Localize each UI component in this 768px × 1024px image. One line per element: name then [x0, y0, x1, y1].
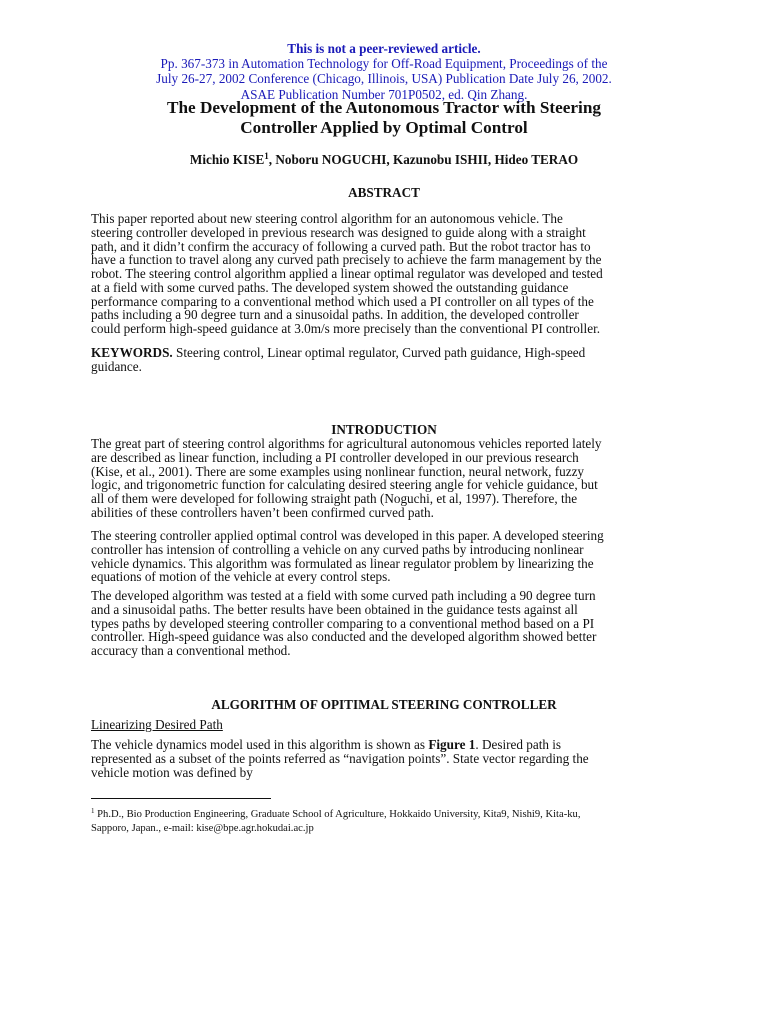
figure-reference: Figure 1 [428, 737, 476, 752]
text-line: controller has intension of controlling a vehicle on any curved paths by introducing nonlinear [91, 541, 584, 557]
title-line: Controller Applied by Optimal Control [240, 118, 528, 137]
keywords-text: Steering control, Linear optimal regulator, Curved path guidance, High-speed [172, 345, 586, 360]
algorithm-paragraph [91, 738, 691, 779]
title-line: The Development of the Autonomous Tractor with Steering [167, 98, 601, 117]
text-line: all of them were developed for following straight path (Noguchi, et al, 1997). Therefore, the [91, 491, 578, 506]
first-author: Michio KISE [189, 152, 265, 167]
introduction-paragraph [91, 589, 691, 658]
footnote [91, 808, 691, 835]
publication-info-line: July 26-27, 2002 Conference (Chicago, Illinois, USA) Publication Date July 26, 2002. [156, 71, 612, 87]
text-line: robot. The steering control algorithm applied a linear optimal regulator was developed and tested [91, 266, 603, 281]
footnote-line: Sapporo, Japan., e-mail: kise@bpe.agr.hokudai.ac.jp [91, 822, 314, 834]
publication-info-line: Pp. 367-373 in Automation Technology for Off-Road Equipment, Proceedings of the [160, 56, 608, 72]
text-line: path, and it didn’t confirm the accuracy of following a curved path. But the robot tractor has to [91, 238, 591, 254]
text-line: accuracy than a conventional method. [91, 643, 291, 658]
linearizing-subheading: Linearizing Desired Path [91, 717, 223, 732]
publication-info-line: ASAE Publication Number 701P0502, ed. Qin Zhang. [240, 86, 528, 102]
text-line: represented as a subset of the points referred as “navigation points”. State vector regarding the [91, 750, 589, 766]
publication-notice [40, 41, 728, 102]
text-line: vehicle motion was defined by [91, 764, 253, 780]
abstract-heading: ABSTRACT [348, 185, 420, 200]
text-line: at a field with some curved paths. The developed system showed the outstanding guidance [91, 279, 569, 295]
footnote-text: Ph.D., Bio Production Engineering, Graduate School of Agriculture, Hokkaido University, Kita9, Nishi9, Kita-ku, [94, 809, 581, 820]
footnote-separator [91, 798, 271, 799]
text-line: The developed algorithm was tested at a field with some curved path including a 90 degree turn [91, 588, 596, 603]
keywords-text-continued: guidance. [91, 358, 142, 374]
footnote-marker: 1 [264, 151, 269, 161]
peer-review-notice: This is not a peer-reviewed article. [287, 41, 481, 56]
text-line: and a sinusoidal paths. The better results have been obtained in the guidance tests against all [91, 601, 578, 617]
introduction-paragraph [91, 437, 691, 520]
text-line: have a function to travel along any curved path precisely to achieve the farm management by the [91, 252, 602, 268]
other-authors: , Noboru NOGUCHI, Kazunobu ISHII, Hideo TERAO [268, 152, 579, 167]
paper-title [40, 98, 728, 138]
text-line: This paper reported about new steering control algorithm for an autonomous vehicle. The [91, 211, 563, 226]
introduction-paragraph [91, 529, 691, 584]
text-line: controller. High-speed guidance was also conducted and the developed algorithm showed better [91, 629, 597, 645]
text-line: types paths by developed steering controller comparing to a conventional method based on a PI [91, 615, 595, 631]
text-line: logic, and trigonometric function for calculating desired steering angle for vehicle guidance, but [91, 477, 598, 493]
text-line: The great part of steering control algorithms for agricultural autonomous vehicles reported lately [91, 436, 602, 451]
footnote-marker: 1 [91, 807, 95, 815]
footnote-line [91, 808, 691, 822]
author-list [40, 152, 728, 168]
algorithm-heading: ALGORITHM OF OPITIMAL STEERING CONTROLLER [211, 697, 557, 712]
text-line: steering controller developed in previous research was designed to guide along with a straight [91, 224, 586, 240]
text-line: vehicle dynamics. This algorithm was formulated as linear regulator problem by linearizing the [91, 555, 594, 571]
text-line: equations of motion of the vehicle at every control steps. [91, 569, 391, 585]
abstract-paragraph [91, 212, 691, 336]
keywords-line [91, 346, 691, 360]
keywords-label: KEYWORDS. [91, 345, 173, 360]
text-line: could perform high-speed guidance at 3.0m/s more precisely than the conventional PI controller. [91, 321, 601, 336]
text-line: The steering controller applied optimal control was developed in this paper. A developed steering [91, 528, 604, 543]
text-line: are described as linear function, including a PI controller developed in our previous research [91, 449, 579, 465]
text-segment: . Desired path is [475, 737, 562, 752]
text-line: paths including a 90 degree turn and a sinusoidal paths. In addition, the developed controller [91, 307, 579, 323]
text-line: abilities of these controllers haven’t been confirmed curved path. [91, 504, 434, 520]
introduction-heading: INTRODUCTION [331, 422, 437, 437]
text-line: (Kise, et al., 2001). There are some examples using nonlinear function, neural network, fuzzy [91, 463, 585, 479]
text-line [91, 738, 691, 752]
text-segment: The vehicle dynamics model used in this algorithm is shown as [91, 737, 429, 752]
text-line: performance comparing to a conventional method which used a PI controller on all types of the [91, 293, 594, 309]
keywords-paragraph [91, 346, 691, 374]
